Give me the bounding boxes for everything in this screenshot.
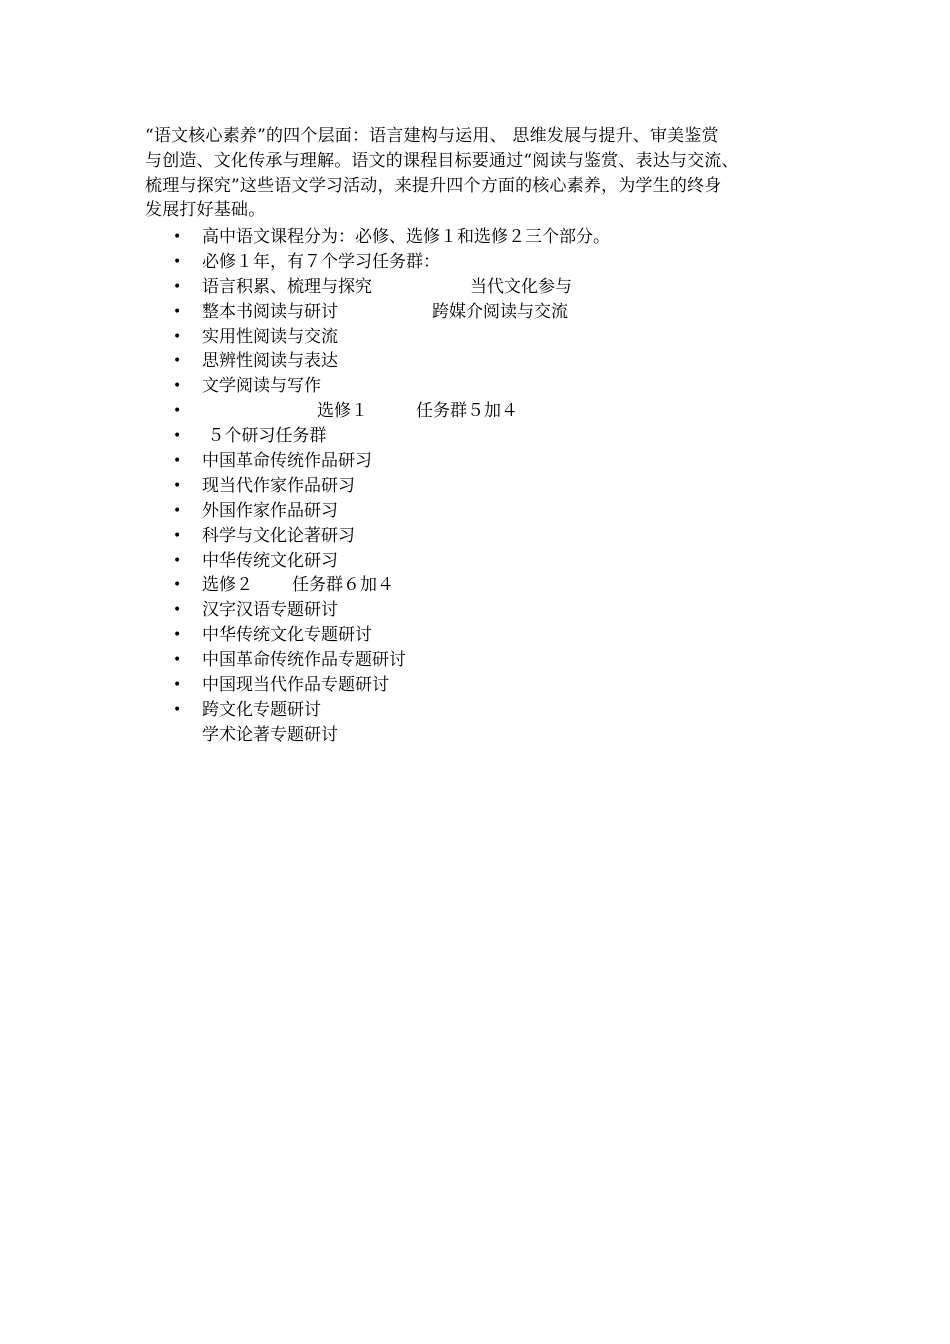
list-item-text: 思辨性阅读与表达 bbox=[202, 351, 338, 372]
bullet-icon: • bbox=[173, 677, 182, 694]
list-item bbox=[145, 374, 815, 399]
list-item-extra-text: 任务群５加４ bbox=[416, 401, 518, 422]
bullet-icon: • bbox=[173, 627, 182, 644]
list-item bbox=[145, 325, 815, 350]
bullet-icon: • bbox=[173, 552, 182, 569]
list-item bbox=[145, 623, 815, 648]
bullet-icon: • bbox=[173, 378, 182, 395]
list-item bbox=[145, 573, 815, 598]
bullet-icon: • bbox=[173, 428, 182, 445]
bullet-icon: • bbox=[173, 701, 182, 718]
bullet-icon: • bbox=[173, 602, 182, 619]
list-item bbox=[145, 648, 815, 673]
list-item-text: 中国现当代作品专题研讨 bbox=[202, 675, 389, 696]
list-item-text: 中华传统文化研习 bbox=[202, 550, 338, 571]
list-item bbox=[145, 524, 815, 549]
list-item-extra-text: 任务群６加４ bbox=[292, 575, 394, 596]
list-item bbox=[145, 549, 815, 574]
bullet-icon: • bbox=[173, 477, 182, 494]
list-item-text: 汉字汉语专题研讨 bbox=[202, 600, 338, 621]
bullet-list bbox=[145, 225, 815, 748]
intro-paragraph: “语文核心素养”的四个层面：语言建构与运用、 思维发展与提升、审美鉴赏 与创造、文化传承与理解。语文的课程目标要通过“阅读与鉴赏、表达与交流、 梳理与探究”这些语文学习活动，来提升四个方面的核心素养，为学生的终身 发展打好基础。 bbox=[145, 126, 739, 221]
bullet-icon: • bbox=[173, 453, 182, 470]
bullet-icon: • bbox=[173, 502, 182, 519]
list-item-text: 科学与文化论著研习 bbox=[202, 525, 355, 546]
list-item-text: 跨文化专题研讨 bbox=[202, 699, 321, 720]
bullet-icon: • bbox=[173, 253, 182, 270]
bullet-icon: • bbox=[173, 577, 182, 594]
list-item-extra-text: 选修１ bbox=[317, 401, 368, 422]
list-item-text: 语言积累、梳理与探究 bbox=[202, 276, 372, 297]
list-item bbox=[145, 275, 815, 300]
trailing-line bbox=[145, 723, 815, 748]
list-item-text: 实用性阅读与交流 bbox=[202, 326, 338, 347]
list-item-text: 现当代作家作品研习 bbox=[202, 475, 355, 496]
list-item-text: 选修２ bbox=[202, 575, 253, 596]
list-item-text: 外国作家作品研习 bbox=[202, 500, 338, 521]
list-item bbox=[145, 250, 815, 275]
bullet-icon: • bbox=[173, 527, 182, 544]
bullet-icon: • bbox=[173, 229, 182, 245]
list-item-text: 中国革命传统作品专题研讨 bbox=[202, 650, 406, 671]
trailing-line-text: 学术论著专题研讨 bbox=[202, 724, 338, 745]
list-item-extra-text: 当代文化参与 bbox=[470, 276, 572, 297]
list-item bbox=[145, 474, 815, 499]
list-item bbox=[145, 424, 815, 449]
list-item bbox=[145, 598, 815, 623]
bullet-icon: • bbox=[173, 303, 182, 320]
list-item-extra-text: 跨媒介阅读与交流 bbox=[432, 301, 568, 322]
bullet-icon: • bbox=[173, 353, 182, 370]
list-item bbox=[145, 449, 815, 474]
list-item-text: 中国革命传统作品研习 bbox=[202, 451, 372, 472]
bullet-icon: • bbox=[173, 328, 182, 345]
bullet-icon: • bbox=[173, 278, 182, 295]
list-item bbox=[145, 399, 815, 424]
bullet-icon: • bbox=[173, 652, 182, 669]
bullet-icon: • bbox=[173, 403, 182, 420]
list-item bbox=[145, 698, 815, 723]
list-item bbox=[145, 349, 815, 374]
list-item bbox=[145, 673, 815, 698]
list-item-text: 整本书阅读与研讨 bbox=[202, 301, 338, 322]
list-item bbox=[145, 300, 815, 325]
list-item-text: 必修１年，有７个学习任务群： bbox=[202, 251, 440, 272]
list-item-text: 文学阅读与写作 bbox=[202, 376, 321, 397]
list-item-text: 高中语文课程分为：必修、选修１和选修２三个部分。 bbox=[202, 227, 610, 247]
list-item-text: ５个研习任务群 bbox=[202, 426, 327, 447]
list-item bbox=[145, 225, 815, 250]
list-item-text: 中华传统文化专题研讨 bbox=[202, 625, 372, 646]
list-item bbox=[145, 499, 815, 524]
